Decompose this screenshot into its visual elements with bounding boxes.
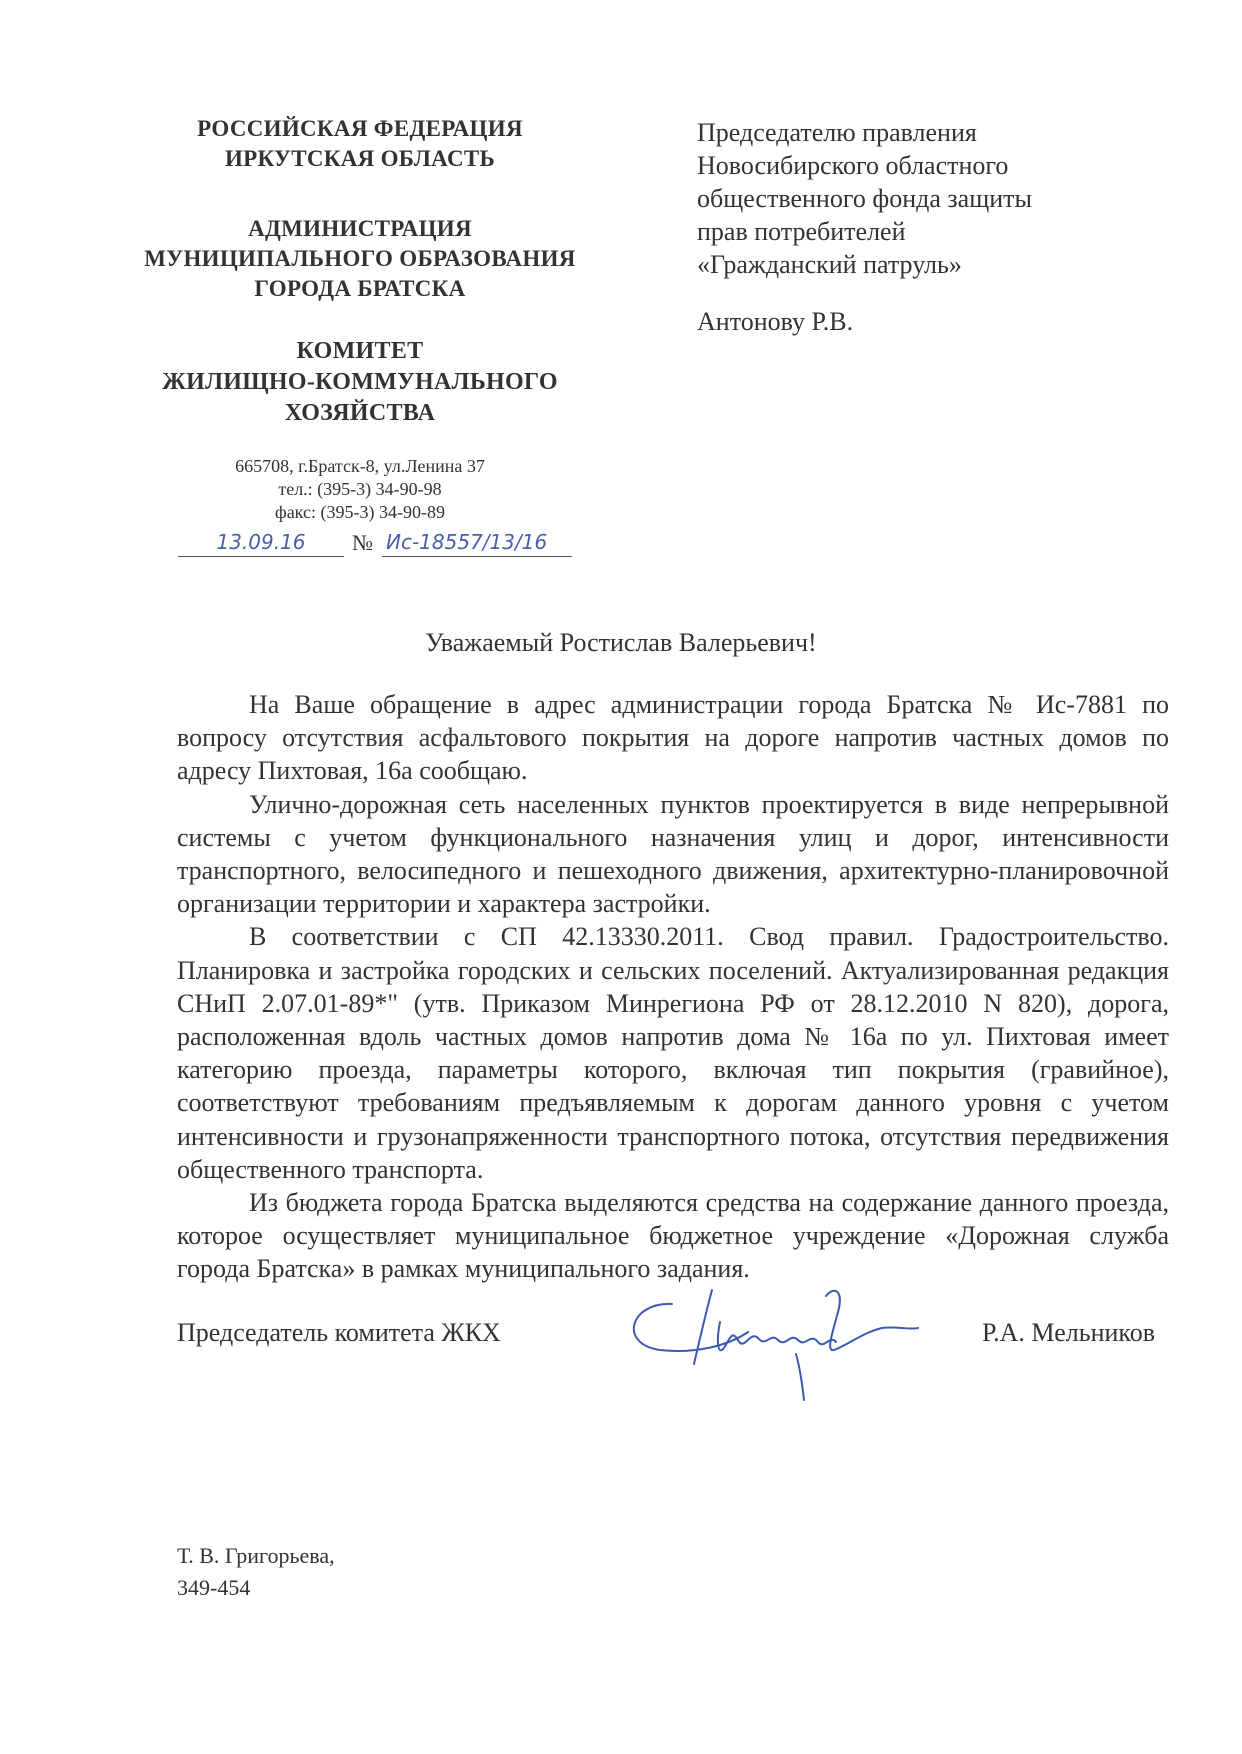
letterhead-state — [140, 114, 580, 174]
registration-line — [178, 528, 578, 562]
executor-block — [177, 1540, 335, 1604]
letterhead-phone: тел.: (395-3) 34-90-98 — [278, 479, 442, 499]
letterhead-admin-line1: АДМИНИСТРАЦИЯ — [248, 216, 472, 241]
letterhead-address: 665708, г.Братск-8, ул.Ленина 37 — [235, 456, 485, 476]
letterhead-committee-line1: КОМИТЕТ — [296, 338, 424, 364]
letterhead-contacts — [140, 455, 580, 524]
body-paragraph-2: Улично-дорожная сеть населенных пунктов проектируется в виде непрерывной системы с учетом функционального назначения улиц и дорог, интенсивности транспортного, велосипедного и пешеходного движения, архитектурно-планировочной организации территории и характера застройки. — [177, 789, 1169, 919]
letterhead-country: РОССИЙСКАЯ ФЕДЕРАЦИЯ — [197, 116, 523, 141]
addressee-line3: общественного фонда защиты — [697, 184, 1032, 213]
addressee-line4: прав потребителей — [697, 217, 906, 246]
letterhead-region: ИРКУТСКАЯ ОБЛАСТЬ — [224, 146, 495, 171]
letter-body — [177, 688, 1169, 1286]
addressee-line5: «Гражданский патруль» — [697, 250, 962, 279]
signatory-title: Председатель комитета ЖКХ — [177, 1318, 501, 1347]
letterhead-administration — [140, 214, 580, 304]
addressee-line2: Новосибирского областного — [697, 151, 1009, 180]
letterhead-committee — [140, 336, 580, 429]
body-paragraph-3: В соответствии с СП 42.13330.2011. Свод правил. Градостроительство. Планировка и застройка городских и сельских поселений. Актуализированная редакция СНиП 2.07.01-89*" (утв. Приказом Минрегиона РФ от 28.12.2010 N 820), дорога, расположенная вдоль частных домов напротив дома № 16а по ул. Пихтовая имеет категорию проезда, параметры которого, включая тип покрытия (гравийное), соответствуют требованиям предъявляемым к дорогам данного уровня с учетом интенсивности и грузонапряженности транспортного потока, отсутствия передвижения общественного транспорта. — [177, 922, 1169, 1184]
body-paragraph-4: Из бюджета города Братска выделяются средства на содержание данного проезда, которое осуществляет муниципальное бюджетное учреждение «Дорожная служба города Братска» в рамках муниципального задания. — [177, 1188, 1169, 1284]
handwritten-signature — [620, 1282, 930, 1412]
executor-name: Т. В. Григорьева, — [177, 1543, 335, 1568]
letterhead-committee-line2: ЖИЛИЩНО-КОММУНАЛЬНОГО — [162, 369, 558, 395]
executor-phone: 349-454 — [177, 1575, 251, 1600]
addressee-line1: Председателю правления — [697, 118, 977, 147]
registration-number-sign: № — [352, 530, 373, 555]
letterhead-fax: факс: (395-3) 34-90-89 — [275, 502, 445, 522]
registration-number: Ис-18557/13/16 — [382, 528, 572, 557]
letterhead-admin-line3: ГОРОДА БРАТСКА — [254, 276, 466, 301]
body-paragraph-1: На Ваше обращение в адрес администрации города Братска № Ис-7881 по вопросу отсутствия асфальтового покрытия на дороге напротив частных домов по адресу Пихтовая, 16а сообщаю. — [177, 690, 1169, 786]
letterhead-admin-line2: МУНИЦИПАЛЬНОГО ОБРАЗОВАНИЯ — [144, 246, 576, 271]
addressee-name: Антонову Р.В. — [697, 307, 854, 336]
letterhead-committee-line3: ХОЗЯЙСТВА — [284, 400, 436, 426]
addressee-block — [697, 116, 1157, 338]
greeting: Уважаемый Ростислав Валерьевич! — [425, 628, 817, 657]
signatory-name: Р.А. Мельников — [981, 1318, 1155, 1347]
letterhead — [140, 114, 580, 524]
registration-date: 13.09.16 — [178, 528, 344, 557]
